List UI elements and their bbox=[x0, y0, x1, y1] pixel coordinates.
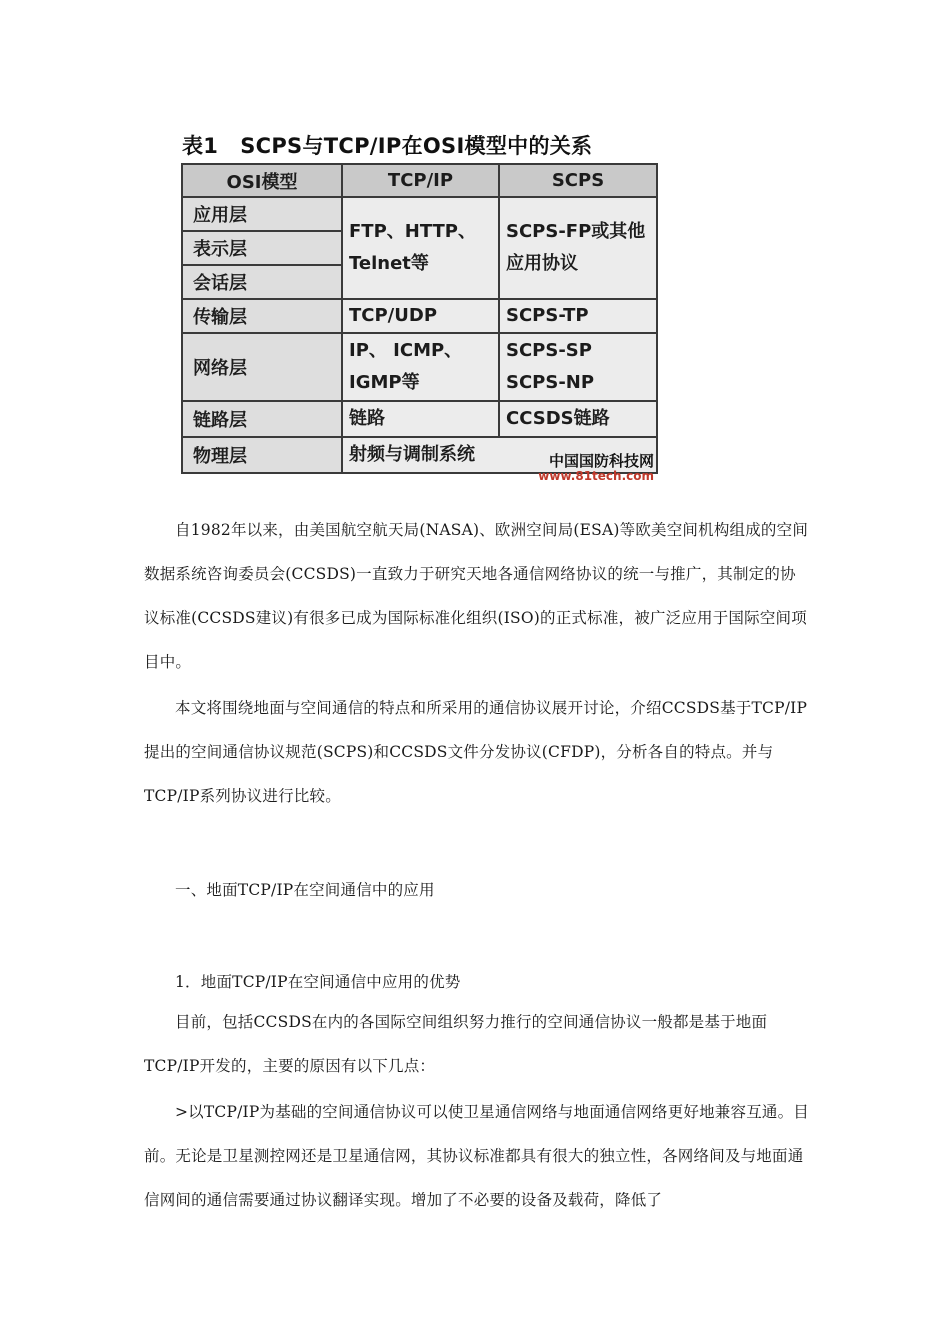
paragraph-reasons-intro: 目前，包括CCSDS在内的各国际空间组织努力推行的空间通信协议一般都是基于地面TCP/IP开发的，主要的原因有以下几点： bbox=[144, 1013, 768, 1075]
physical-cell: 射频与调制系统 bbox=[342, 437, 657, 473]
layer-network: 网络层 bbox=[182, 333, 342, 401]
scps-network-cell bbox=[499, 333, 657, 401]
scps-transport-cell: SCPS-TP bbox=[499, 299, 657, 333]
tcpip-upper-cell: FTP、HTTP、Telnet等 bbox=[342, 197, 499, 299]
table-row bbox=[182, 197, 657, 231]
subsection-heading: 1．地面TCP/IP在空间通信中应用的优势 bbox=[175, 973, 461, 991]
tcpip-network-cell: IP、 ICMP、IGMP等 bbox=[342, 333, 499, 401]
scps-link-cell: CCSDS链路 bbox=[499, 401, 657, 437]
scps-upper-cell: SCPS-FP或其他应用协议 bbox=[499, 197, 657, 299]
paragraph-article-scope: 本文将围绕地面与空间通信的特点和所采用的通信协议展开讨论，介绍CCSDS基于TCP/IP提出的空间通信协议规范(SCPS)和CCSDS文件分发协议(CFDP)，分析各自的特点。并与TCP/IP系列协议进行比较。 bbox=[144, 699, 808, 805]
figure-title bbox=[182, 130, 592, 162]
table-header-row bbox=[182, 164, 657, 197]
tcpip-link-cell: 链路 bbox=[342, 401, 499, 437]
paragraph-reason-compatibility: >以TCP/IP为基础的空间通信协议可以使卫星通信网络与地面通信网络更好地兼容互通。目前。无论是卫星测控网还是卫星通信网，其协议标准都具有很大的独立性，各网络间及与地面通信网间的通信需要通过协议翻译实现。增加了不必要的设备及载荷，降低了 bbox=[144, 1103, 809, 1209]
protocol-table-figure bbox=[178, 130, 660, 485]
osi-comparison-table bbox=[181, 163, 658, 474]
table-row bbox=[182, 299, 657, 333]
layer-session: 会话层 bbox=[182, 265, 342, 299]
figure-title-text: SCPS与TCP/IP在OSI模型中的关系 bbox=[240, 134, 593, 158]
layer-application: 应用层 bbox=[182, 197, 342, 231]
header-osi: OSI模型 bbox=[182, 164, 342, 197]
section-heading: 一、地面TCP/IP在空间通信中的应用 bbox=[175, 881, 435, 899]
watermark bbox=[538, 453, 654, 483]
layer-presentation: 表示层 bbox=[182, 231, 342, 265]
scps-sp-label: SCPS-SP bbox=[506, 340, 592, 361]
layer-physical: 物理层 bbox=[182, 437, 342, 473]
scps-np-label: SCPS-NP bbox=[506, 372, 595, 393]
table-row bbox=[182, 333, 657, 401]
watermark-site-name: 中国国防科技网 bbox=[548, 452, 654, 470]
layer-link: 链路层 bbox=[182, 401, 342, 437]
tcpip-transport-cell: TCP/UDP bbox=[342, 299, 499, 333]
header-scps: SCPS bbox=[499, 164, 657, 197]
header-tcpip: TCP/IP bbox=[342, 164, 499, 197]
layer-transport: 传输层 bbox=[182, 299, 342, 333]
figure-number: 表1 bbox=[182, 134, 219, 158]
watermark-url: www.81tech.com bbox=[538, 469, 654, 483]
table-row bbox=[182, 401, 657, 437]
paragraph-ccsds-intro: 自1982年以来，由美国航空航天局(NASA)、欧洲空间局(ESA)等欧美空间机构组成的空间数据系统咨询委员会(CCSDS)一直致力于研究天地各通信网络协议的统一与推广，其制定的协议标准(CCSDS建议)有很多已成为国际标准化组织(ISO)的正式标准，被广泛应用于国际空间项目中。 bbox=[144, 521, 809, 671]
